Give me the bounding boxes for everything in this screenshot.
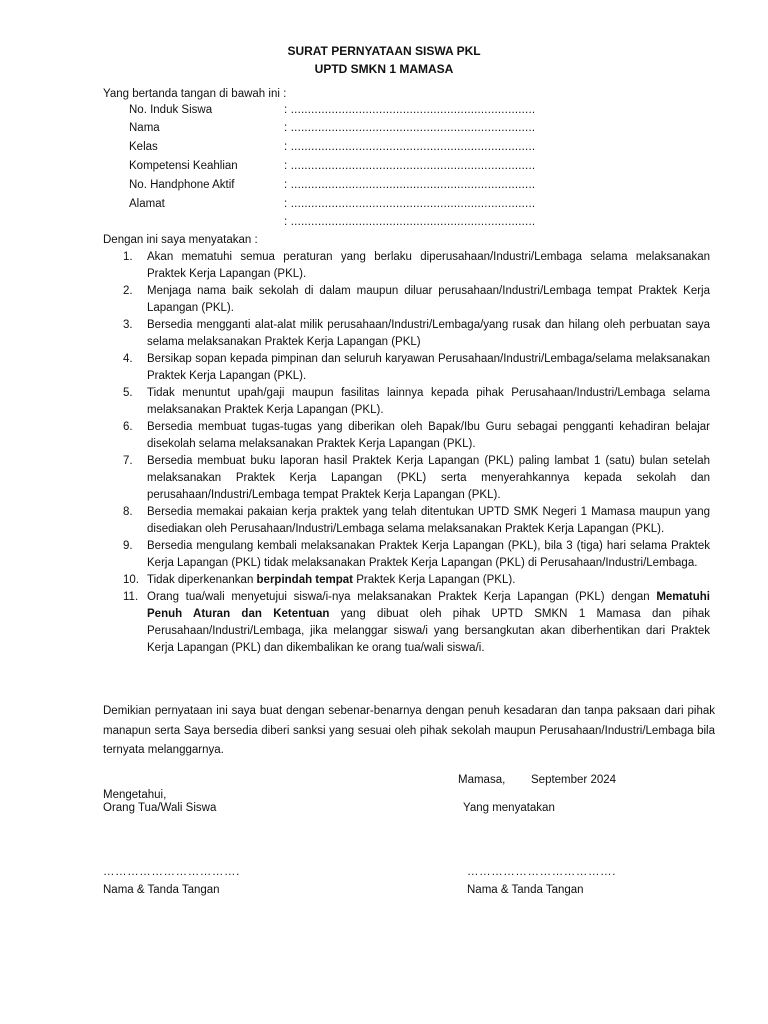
item-number: 3. [123, 319, 133, 331]
field-label-induk: No. Induk Siswa [129, 104, 213, 116]
item-text: Menjaga nama baik sekolah di dalam maupun diluar perusahaan/Industri/Lembaga tempat Praktek Kerja Lapangan (PKL). [147, 285, 710, 314]
item-text [147, 572, 710, 589]
item-number: 11. [123, 591, 139, 603]
list-item [103, 385, 710, 419]
field-label-kompetensi: Kompetensi Keahlian [129, 160, 238, 172]
item-text [147, 589, 710, 657]
list-item [103, 572, 710, 589]
item-text: Bersedia mengulang kembali melaksanakan Praktek Kerja Lapangan (PKL), bila 3 (tiga) hari selama Praktek Kerja Lapangan (PKL) tidak melaksanakan Praktek Kerja Lapangan (PKL) di Perusahaan/Industri/Lembaga. [147, 540, 710, 569]
signature-left-role: Orang Tua/Wali Siswa [103, 802, 217, 814]
item-text-part: Praktek Kerja Lapangan (PKL). [353, 574, 516, 586]
field-label-nama: Nama [129, 122, 160, 134]
item-text: Bersedia memakai pakaian kerja praktek yang telah ditentukan UPTD SMK Negeri 1 Mamasa maupun yang disediakan oleh Perusahaan/Industri/Lembaga selama melaksanakan Praktek Kerja Lapangan (PKL). [147, 506, 710, 535]
field-value-kelas[interactable]: : ........................................................................ [284, 141, 536, 153]
list-item [103, 538, 710, 572]
field-value-nama[interactable]: : ........................................................................ [284, 122, 536, 134]
field-label-alamat: Alamat [129, 198, 165, 210]
statement-list [103, 249, 710, 657]
field-value-alamat-2[interactable]: : ........................................................................ [284, 216, 536, 228]
field-label-handphone: No. Handphone Aktif [129, 179, 235, 191]
item-number: 7. [123, 455, 133, 467]
list-item [103, 317, 710, 351]
item-number: 6. [123, 421, 133, 433]
item-number: 2. [123, 285, 133, 297]
field-value-kompetensi[interactable]: : ........................................................................ [284, 160, 536, 172]
doc-title-line1: SURAT PERNYATAAN SISWA PKL [287, 44, 481, 58]
item-text-part: yang dibuat oleh pihak UPTD SMKN 1 Mamasa dan pihak Perusahaan/Industri/Lembaga, jika melanggar siswa/i yang bersangkutan akan diberhentikan dari Praktek Kerja Lapangan (PKL) dan dikembalikan ke orang tua/wali siswa/i. [147, 608, 710, 654]
item-text-part: Tidak diperkenankan [147, 574, 257, 586]
list-item [103, 453, 710, 504]
closing-paragraph: Demikian pernyataan ini saya buat dengan sebenar-benarnya dengan penuh kesadaran dan tanpa paksaan dari pihak manapun serta Saya bersedia diberi sanksi yang sesuai oleh pihak sekolah maupun Perusahaan/Industri/Lembaga bila ternyata melanggarnya. [103, 705, 715, 756]
item-text-part: Orang tua/wali menyetujui siswa/i-nya melaksanakan Praktek Kerja Lapangan (PKL) dengan [147, 591, 657, 603]
signature-left-caption: Nama & Tanda Tangan [103, 884, 220, 896]
item-text: Bersedia membuat tugas-tugas yang diberikan oleh Bapak/Ibu Guru sebagai pengganti kehadiran belajar disekolah selama melaksanakan Praktek Kerja Lapangan (PKL). [147, 421, 710, 450]
item-number: 8. [123, 506, 133, 518]
item-number: 1. [123, 251, 133, 263]
item-text-bold: berpindah tempat [256, 574, 354, 586]
signature-place: Mamasa, [458, 774, 506, 786]
item-text: Bersedia membuat buku laporan hasil Praktek Kerja Lapangan (PKL) paling lambat 1 (satu) bulan setelah melaksanakan Praktek Kerja Lapangan (PKL) serta menyerahkannya kepada sekolah dan perusahaan/Industri/Lembaga tempat Praktek Kerja Lapangan (PKL). [147, 455, 710, 501]
item-text: Bersedia mengganti alat-alat milik perusahaan/Industri/Lembaga/yang rusak dan hilang oleh perbuatan saya selama melaksanakan Praktek Kerja Lapangan (PKL) [147, 319, 710, 348]
intro-text: Yang bertanda tangan di bawah ini : [103, 88, 287, 100]
signature-known-label: Mengetahui, [103, 789, 167, 801]
field-value-alamat[interactable]: : ........................................................................ [284, 198, 536, 210]
list-item [103, 283, 710, 317]
item-text-bold: Mematuhi Penuh Aturan dan Ketentuan [147, 591, 710, 620]
item-text: Tidak menuntut upah/gaji maupun fasilitas lainnya kepada pihak Perusahaan/Industri/Lembaga selama melaksanakan Praktek Kerja Lapangan (PKL). [147, 387, 710, 416]
item-number: 10. [123, 574, 139, 586]
signature-date: September 2024 [531, 774, 617, 786]
field-value-induk[interactable]: : ........................................................................ [284, 104, 536, 116]
list-item [103, 504, 710, 538]
item-number: 4. [123, 353, 133, 365]
field-label-kelas: Kelas [129, 141, 158, 153]
doc-title-line2: UPTD SMKN 1 MAMASA [314, 62, 454, 76]
signature-right-role: Yang menyatakan [463, 802, 555, 814]
list-item [103, 351, 710, 385]
item-number: 5. [123, 387, 133, 399]
statement-intro: Dengan ini saya menyatakan : [103, 234, 258, 246]
signature-right-line: ………………………………. [467, 866, 616, 878]
list-item [103, 249, 710, 283]
signature-left-line: ……………………………. [103, 866, 240, 878]
item-text: Bersikap sopan kepada pimpinan dan seluruh karyawan Perusahaan/Industri/Lembaga/selama melaksanakan Praktek Kerja Lapangan (PKL). [147, 353, 710, 382]
list-item [103, 419, 710, 453]
signature-right-caption: Nama & Tanda Tangan [467, 884, 584, 896]
field-value-handphone[interactable]: : ........................................................................ [284, 179, 536, 191]
list-item [103, 589, 710, 657]
item-number: 9. [123, 540, 133, 552]
item-text: Akan mematuhi semua peraturan yang berlaku diperusahaan/Industri/Lembaga selama melaksanakan Praktek Kerja Lapangan (PKL). [147, 251, 710, 280]
